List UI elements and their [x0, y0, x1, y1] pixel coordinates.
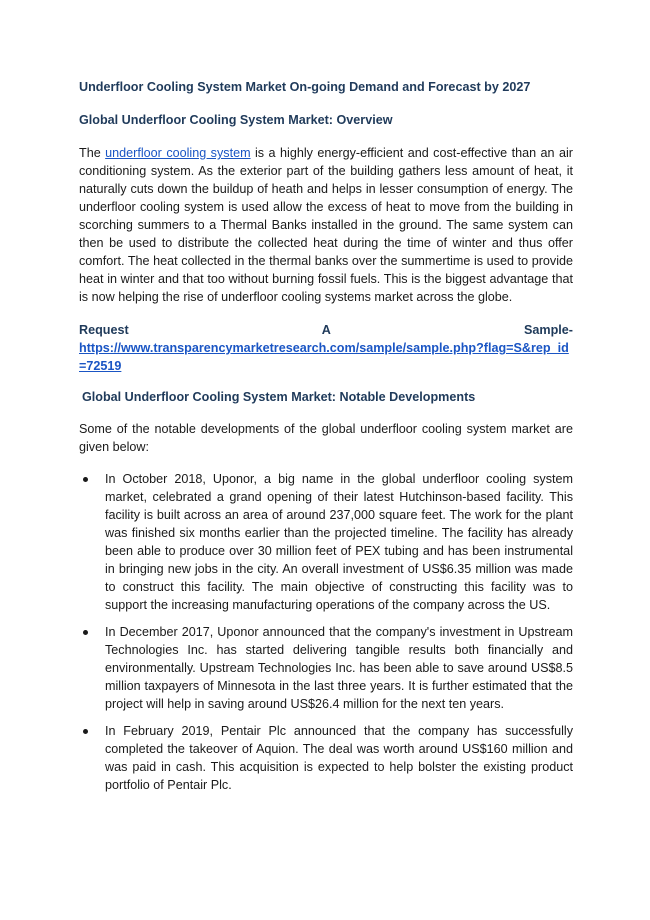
developments-heading: Global Underfloor Cooling System Market: Notable Developments: [82, 390, 476, 404]
overview-prefix: The: [79, 146, 106, 160]
request-sample: [79, 321, 573, 375]
developments-list: [79, 470, 573, 794]
overview-text: is a highly energy-efficient and cost-effective than an air conditioning system. As the exterior part of the building gathers less amount of heat, it naturally cuts down the buildup of heath and helps in lesser consumption of energy. The underfloor cooling system is used allow the excess of heat to move from the building in scorching summers to a Thermal Banks installed in the ground. The same system can then be used to distribute the collected heat during the time of winter and thus offer comfort. The heat collected in the thermal banks over the summertime is used to provide heat in winter and that too without burning fossil fuels. This is the biggest advantage that is now helping the rise of underfloor cooling systems market across the globe.: [79, 146, 573, 304]
bullet-icon: [83, 729, 88, 734]
developments-intro: Some of the notable developments of the global underfloor cooling system market are given below:: [79, 422, 573, 454]
request-sample-link[interactable]: https://www.transparencymarketresearch.com/sample/sample.php?flag=S&rep_id=72519: [79, 341, 569, 373]
bullet-text: In February 2019, Pentair Plc announced that the company has successfully completed the takeover of Aquion. The deal was worth around US$160 million and was paid in cash. This acquisition is expected to help bolster the existing product portfolio of Pentair Plc.: [105, 724, 573, 792]
list-item: [79, 722, 573, 794]
overview-paragraph: [79, 144, 573, 306]
list-item: [79, 623, 573, 713]
bullet-text: In December 2017, Uponor announced that the company's investment in Upstream Technologies Inc. has started delivering tangible results both financially and environmentally. Upstream Technologies Inc. has been able to save around US$8.5 million taxpayers of Minnesota in the last three years. It is further estimated that the project will help in saving around US$26.4 million for the next ten years.: [105, 625, 573, 711]
list-item: [79, 470, 573, 614]
request-word-3: Sample-: [523, 323, 573, 337]
document-body: [79, 78, 573, 803]
request-sample-label: [79, 321, 573, 339]
overview-heading: Global Underfloor Cooling System Market: Overview: [79, 113, 393, 127]
underfloor-cooling-link[interactable]: underfloor cooling system: [105, 146, 251, 160]
bullet-icon: [83, 630, 88, 635]
document-title: Underfloor Cooling System Market On-going Demand and Forecast by 2027: [79, 80, 531, 94]
request-word-2: A: [321, 323, 331, 337]
bullet-text: In October 2018, Uponor, a big name in the global underfloor cooling system market, celebrated a grand opening of their latest Hutchinson-based facility. This facility is built across an area of around 237,000 square feet. The work for the plant was finished six months earlier than the projected timeline. The facility has already been able to produce over 30 million feet of PEX tubing and has been instrumental in bringing new jobs in the city. An overall investment of US$6.35 million was made to construct this facility. The main objective of constructing this facility was to support the increasing manufacturing operations of the company across the US.: [105, 472, 573, 612]
bullet-icon: [83, 477, 88, 482]
request-word-1: Request: [79, 323, 129, 337]
